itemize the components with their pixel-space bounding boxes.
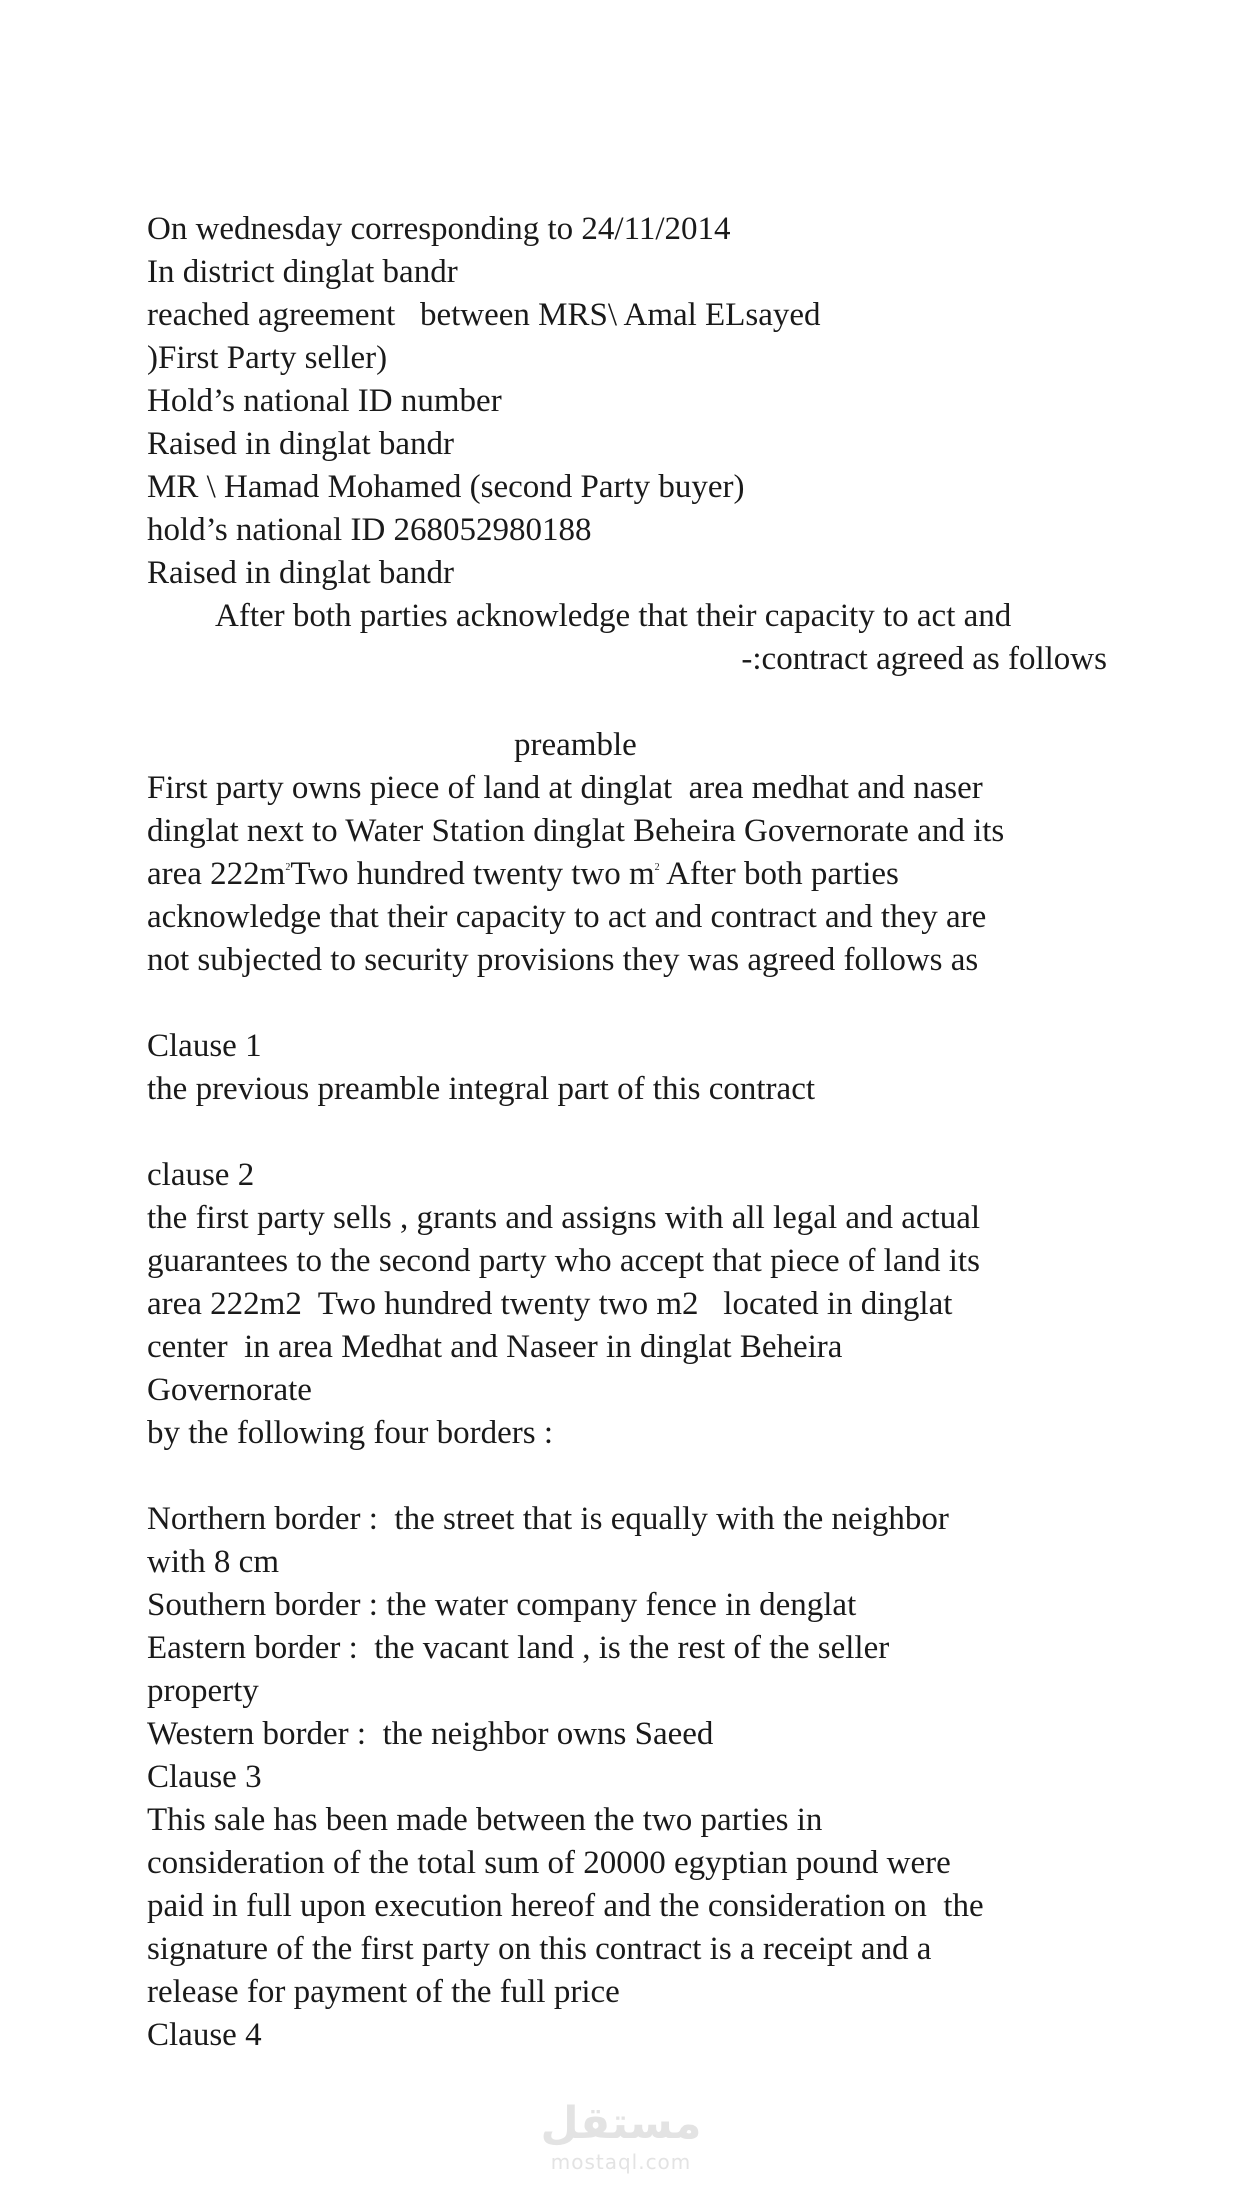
clause-1-text: the previous preamble integral part of this contract	[147, 1071, 816, 1107]
preamble-area-words: Two hundred twenty two m	[290, 856, 655, 892]
clause-1-heading: Clause 1	[147, 1028, 262, 1064]
clause-3-line: This sale has been made between the two parties in	[147, 1802, 823, 1838]
intro-line-date: On wednesday corresponding to 24/11/2014	[147, 211, 731, 247]
intro-line-first-party-id: Hold’s national ID number	[147, 383, 502, 419]
clause-2-heading: clause 2	[147, 1157, 255, 1193]
clause-4-heading: Clause 4	[147, 2017, 262, 2053]
contract-document	[147, 208, 1107, 2057]
spacer	[147, 1111, 1107, 1154]
border-line-eastern: Eastern border : the vacant land , is the rest of the seller	[147, 1630, 890, 1666]
clause-2-line: guarantees to the second party who accept that piece of land its	[147, 1243, 980, 1279]
clause-3-line: release for payment of the full price	[147, 1974, 620, 2010]
intro-line-second-party-id: hold’s national ID 268052980188	[147, 512, 592, 548]
clause-2-line: Governorate	[147, 1372, 312, 1408]
border-line-northern-cont: with 8 cm	[147, 1544, 279, 1580]
superscript-2: 2	[285, 862, 291, 873]
spacer	[147, 681, 1107, 724]
preamble-area-text: area 222m	[147, 856, 286, 892]
border-line-northern: Northern border : the street that is equally with the neighbor	[147, 1501, 949, 1537]
clause-2-line: area 222m2 Two hundred twenty two m2 located in dinglat	[147, 1286, 953, 1322]
spacer	[147, 982, 1107, 1025]
acknowledge-line-1: After both parties acknowledge that their capacity to act and	[215, 598, 1012, 634]
clause-3-heading: Clause 3	[147, 1759, 262, 1795]
clause-2-line: center in area Medhat and Naseer in dinglat Beheira	[147, 1329, 843, 1365]
preamble-line-3	[147, 853, 1107, 896]
watermark-logo: مستقل	[540, 2098, 702, 2149]
intro-line-second-party-raised: Raised in dinglat bandr	[147, 555, 455, 591]
intro-line-first-party-raised: Raised in dinglat bandr	[147, 426, 455, 462]
preamble-line-1: First party owns piece of land at dinglat area medhat and naser	[147, 770, 983, 806]
preamble-line-5: not subjected to security provisions they was agreed follows as	[147, 942, 979, 978]
mostaql-watermark	[0, 2098, 1242, 2174]
clause-2-line: by the following four borders :	[147, 1415, 554, 1451]
clause-3-line: signature of the first party on this contract is a receipt and a	[147, 1931, 932, 1967]
preamble-line-4: acknowledge that their capacity to act and contract and they are	[147, 899, 987, 935]
intro-line-second-party: MR \ Hamad Mohamed (second Party buyer)	[147, 469, 745, 505]
preamble-after-text: After both parties	[659, 856, 899, 892]
superscript-2: 2	[654, 862, 660, 873]
watermark-url: mostaql.com	[550, 2150, 692, 2174]
preamble-line-2: dinglat next to Water Station dinglat Beheira Governorate and its	[147, 813, 1005, 849]
border-line-southern: Southern border : the water company fence in denglat	[147, 1587, 857, 1623]
spacer	[147, 1455, 1107, 1498]
clause-3-line: consideration of the total sum of 20000 egyptian pound were	[147, 1845, 951, 1881]
intro-line-district: In district dinglat bandr	[147, 254, 458, 290]
clause-3-line: paid in full upon execution hereof and the consideration on the	[147, 1888, 984, 1924]
border-line-western: Western border : the neighbor owns Saeed	[147, 1716, 714, 1752]
acknowledge-line-2: -:contract agreed as follows	[741, 641, 1107, 677]
preamble-heading: preamble	[514, 727, 637, 763]
intro-line-agreement: reached agreement between MRS\ Amal ELsayed	[147, 297, 821, 333]
border-line-eastern-cont: property	[147, 1673, 259, 1709]
clause-2-line: the first party sells , grants and assigns with all legal and actual	[147, 1200, 981, 1236]
intro-line-first-party: )First Party seller)	[147, 340, 388, 376]
